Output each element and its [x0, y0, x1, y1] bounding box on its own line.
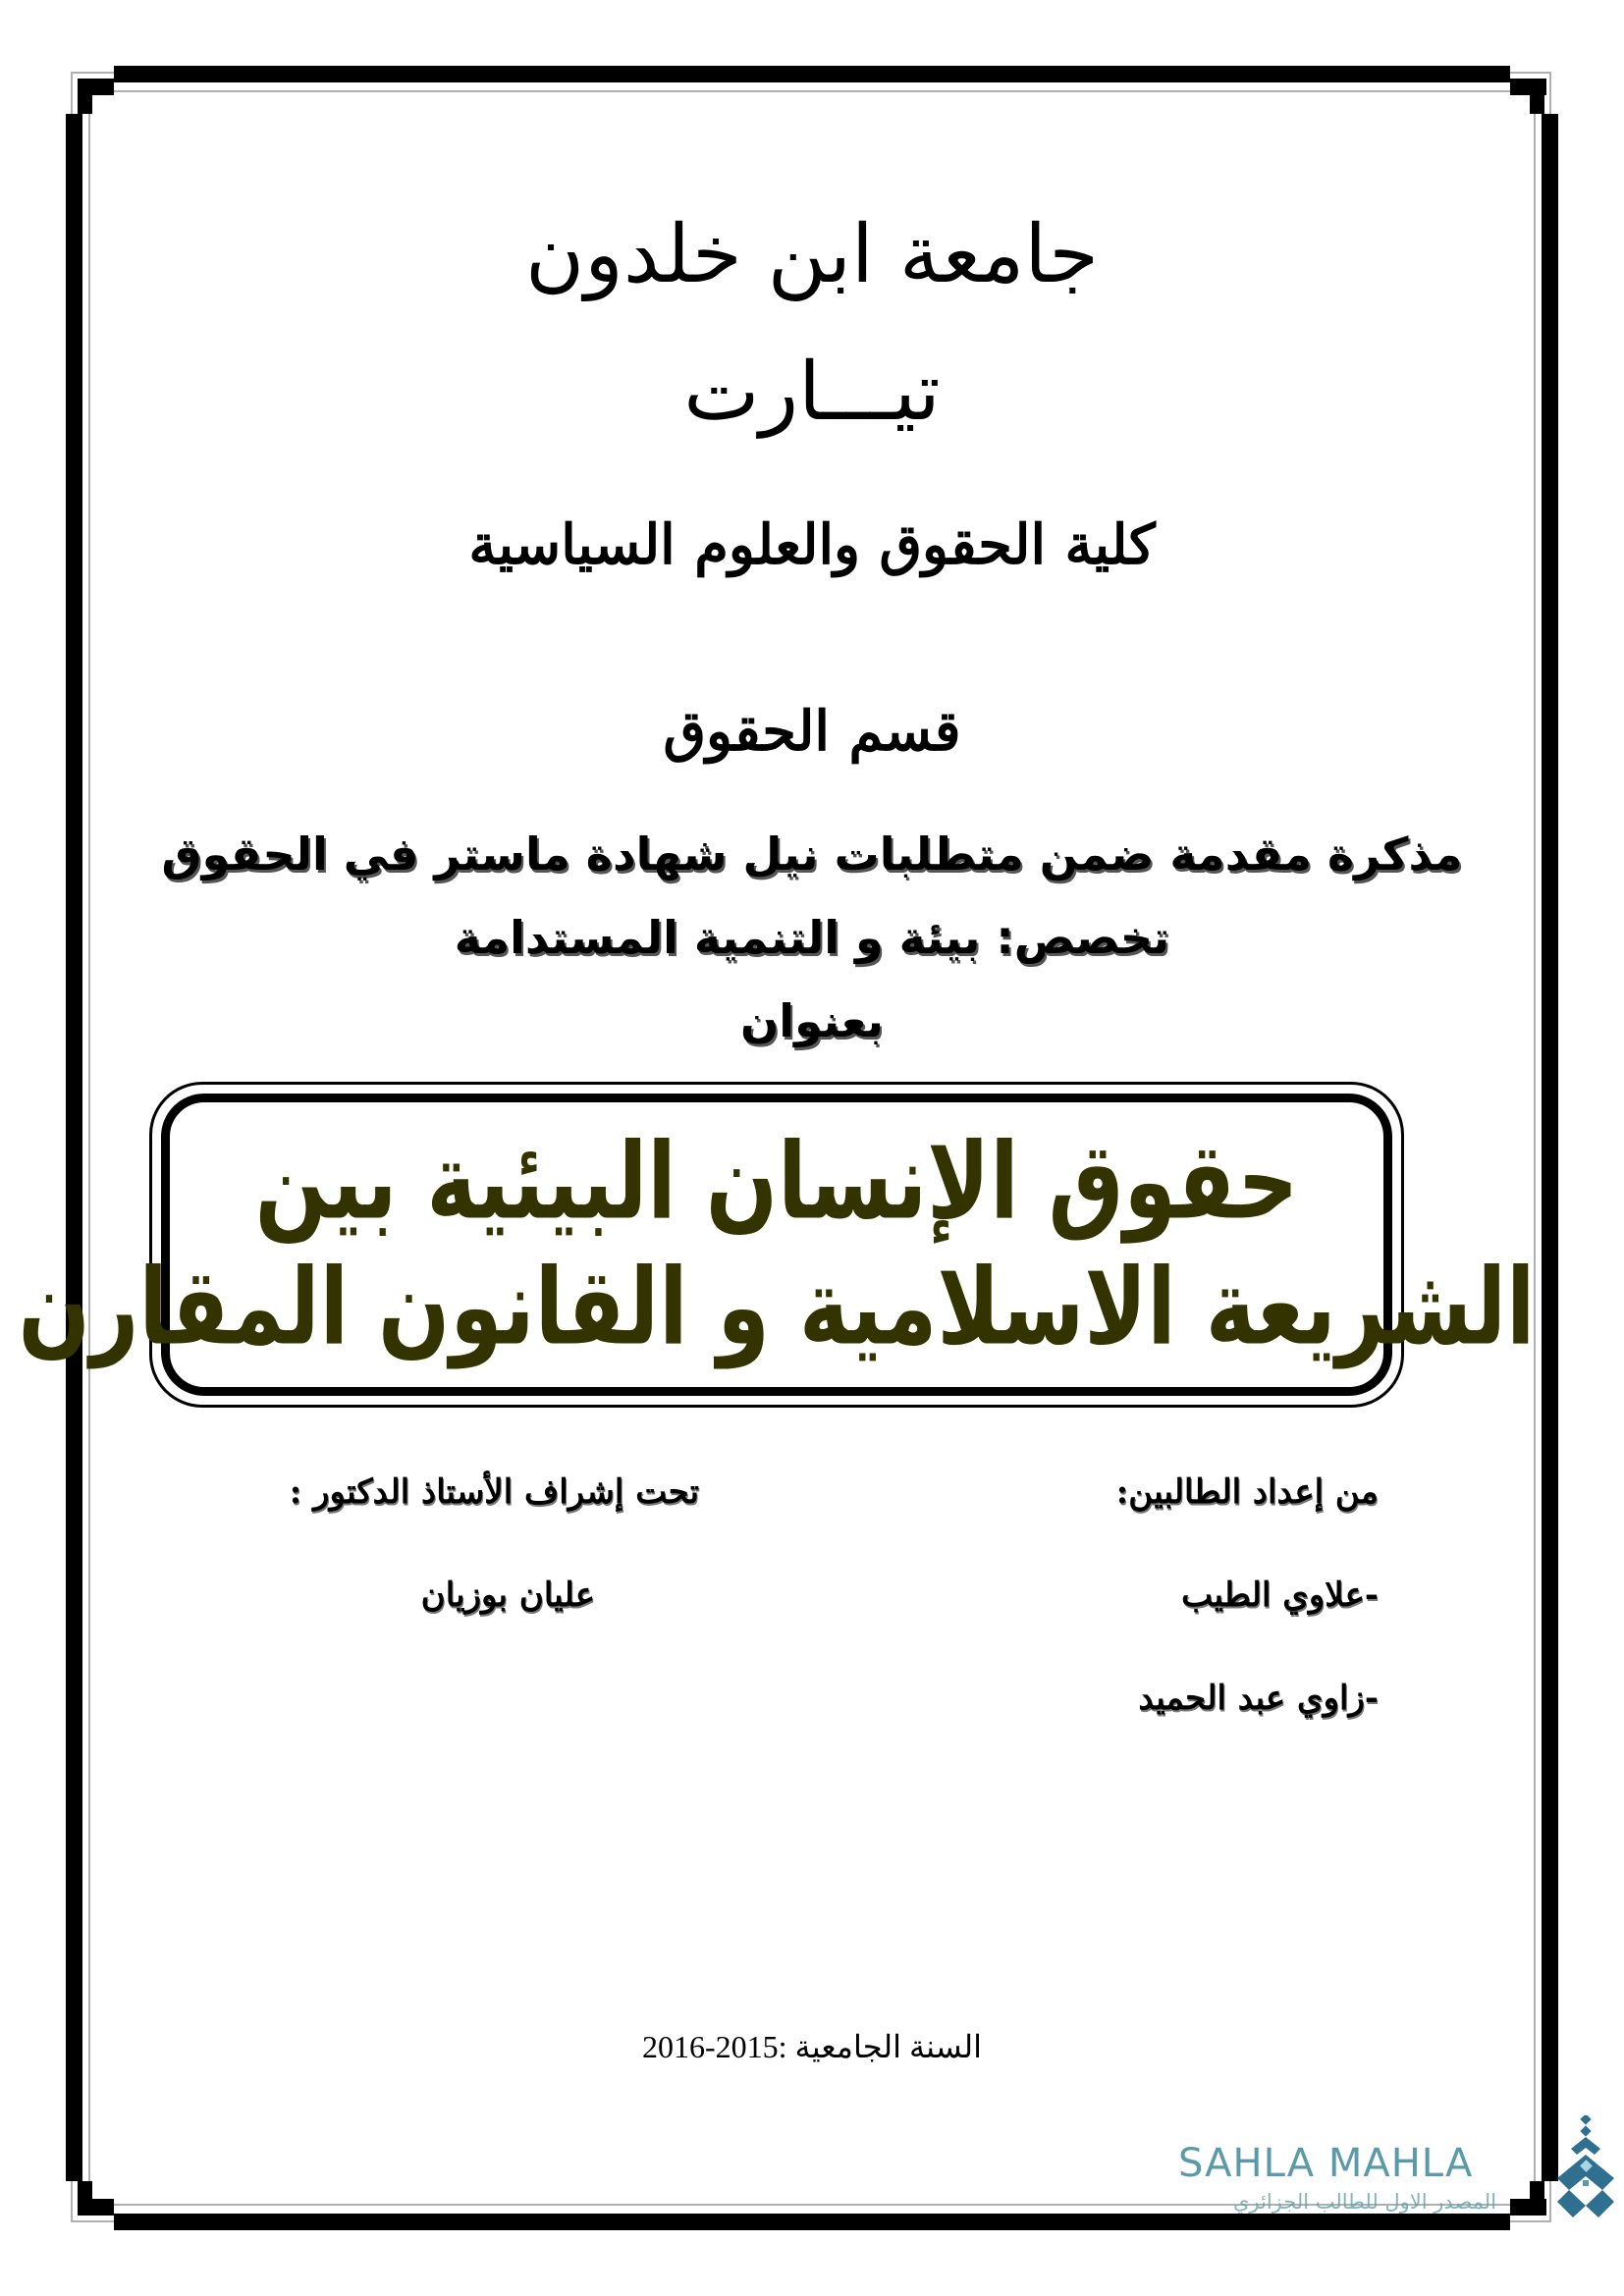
- frame-outer-line: [71, 72, 114, 74]
- academic-year: السنة الجامعية :2015-2016: [642, 2029, 982, 2064]
- faculty-name: كلية الحقوق والعلوم السياسية: [468, 512, 1156, 577]
- memo-description: مذكرة مقدمة ضمن متطلبات نيل شهادة ماستر في الحقوق: [161, 828, 1463, 881]
- title-label: بعنوان: [740, 994, 884, 1047]
- frame-outer-line: [71, 2220, 114, 2222]
- frame-outer-line: [71, 2181, 73, 2222]
- frame-corner-top-left: [78, 79, 92, 114]
- students-label: من إعداد الطالبين:: [1115, 1472, 1379, 1512]
- department-name: قسم الحقوق: [663, 699, 961, 764]
- frame-outer-line: [1510, 2220, 1551, 2222]
- supervisor-label: تحت إشراف الأستاذ الدكتور :: [289, 1472, 699, 1512]
- frame-outer-line: [71, 72, 73, 114]
- university-name: جامعة ابن خلدون: [525, 208, 1099, 301]
- frame-inner-line-top: [114, 90, 1510, 92]
- supervisor-name: عليان بوزيان: [420, 1575, 595, 1615]
- watermark-latin-text: SAHLA MAHLA: [1178, 2141, 1474, 2186]
- frame-corner-bottom-left: [78, 2181, 92, 2216]
- frame-outer-line: [1549, 72, 1551, 114]
- watermark-arabic-tagline: المصدر الاول للطالب الجزائري: [1232, 2190, 1497, 2214]
- frame-top-bar: [114, 66, 1510, 82]
- thesis-title-line-2: الشريعة الاسلامية و القانون المقارن: [18, 1246, 1536, 1369]
- city-name: تيـــارت: [683, 346, 941, 439]
- thesis-title-line-1: حقوق الإنسان البيئية بين: [254, 1120, 1299, 1244]
- student-name: -علاوي الطيب: [1181, 1575, 1379, 1615]
- sahla-mahla-logo-icon: [1549, 2115, 1624, 2223]
- specialization: تخصص: بيئة و التنمية المستدامة: [454, 911, 1170, 964]
- frame-outer-line: [1510, 72, 1551, 74]
- frame-corner-top-right: [1530, 79, 1544, 114]
- watermark: [1178, 2140, 1600, 2218]
- student-name: -زاوي عبد الحميد: [1138, 1679, 1379, 1718]
- thesis-title-box: [18, 1094, 1536, 1396]
